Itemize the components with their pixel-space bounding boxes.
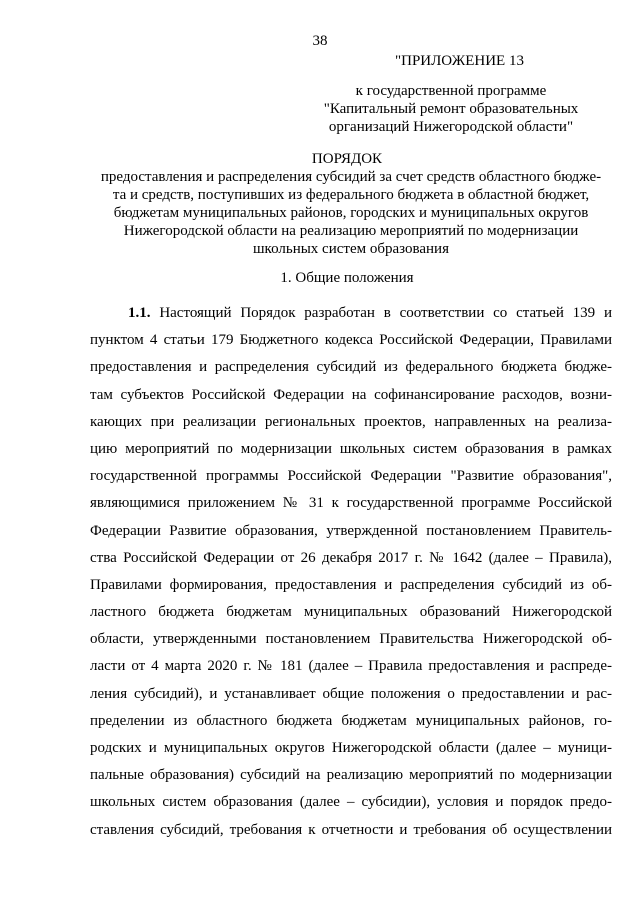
appendix-reference [300,82,602,136]
body-line: кающих при реализации региональных проектов, направленных на реализа- [90,413,612,430]
body-paragraph [90,300,612,844]
body-line: Правилами формирования, предоставления и распределения субсидий из об- [90,576,612,593]
paragraph-number: 1.1. [128,305,151,321]
subtitle-line: Нижегородской области на реализацию мероприятий по модернизации [123,223,579,239]
body-line: пальные образования) субсидий на реализацию мероприятий по модернизации [90,767,612,784]
body-line: ставления субсидий, требования к отчетности и требования об осуществлении [90,821,612,838]
appendix-line: организаций Нижегородской области" [328,119,574,135]
appendix-line: к государственной программе [355,83,547,99]
body-line: государственной программы Российской Федерации "Развитие образования", [90,468,612,485]
appendix-line: "Капитальный ремонт образовательных [323,101,579,117]
body-line: там субъектов Российской Федерации на софинансирование расходов, возни- [90,386,612,403]
subtitle-line: та и средств, поступивших из федерального бюджета в областной бюджет, [112,187,590,203]
section-heading: 1. Общие положения [280,270,414,286]
paragraph-first-line [90,300,612,327]
body-line: ласти от 4 марта 2020 г. № 181 (далее – Правила предоставления и распреде- [90,658,612,675]
appendix-title: "ПРИЛОЖЕНИЕ 13 [395,53,524,69]
body-line: Федерации Развитие образования, утвержденной постановлением Правитель- [90,522,612,539]
subtitle-line: школьных систем образования [253,241,449,257]
body-line: являющимися приложением № 31 к государственной программе Российской [90,495,612,512]
body-line: цию мероприятий по модернизации школьных систем образования в рамках [90,440,612,457]
body-line: ластного бюджета бюджетам муниципальных образований Нижегородской [90,604,612,621]
paragraph-first-line-text: Настоящий Порядок разработан в соответствии со статьей 139 и [159,305,613,321]
body-line: ления субсидий), и устанавливает общие положения о предоставлении и рас- [90,685,612,702]
body-line: пределении из областного бюджета бюджетам муниципальных районов, го- [90,712,612,729]
body-line: школьных систем образования (далее – субсидии), условия и порядок предо- [90,794,612,811]
body-line: предоставления и распределения субсидий из федерального бюджета бюдже- [90,359,612,376]
subtitle-line: предоставления и распределения субсидий за счет средств областного бюдже- [100,169,602,185]
body-line: родских и муниципальных округов Нижегородской области (далее – муници- [90,740,612,756]
subtitle-line: бюджетам муниципальных районов, городских и муниципальных округов [113,205,589,221]
document-subtitle [90,168,612,258]
body-line: ства Российской Федерации от 26 декабря 2017 г. № 1642 (далее – Правила), [90,549,612,566]
body-line: области, утвержденными постановлением Правительства Нижегородской об- [90,631,612,648]
page-number: 38 [312,33,328,49]
document-title: ПОРЯДОК [311,151,383,167]
body-line: пунктом 4 статьи 179 Бюджетного кодекса Российской Федерации, Правилами [90,332,612,349]
